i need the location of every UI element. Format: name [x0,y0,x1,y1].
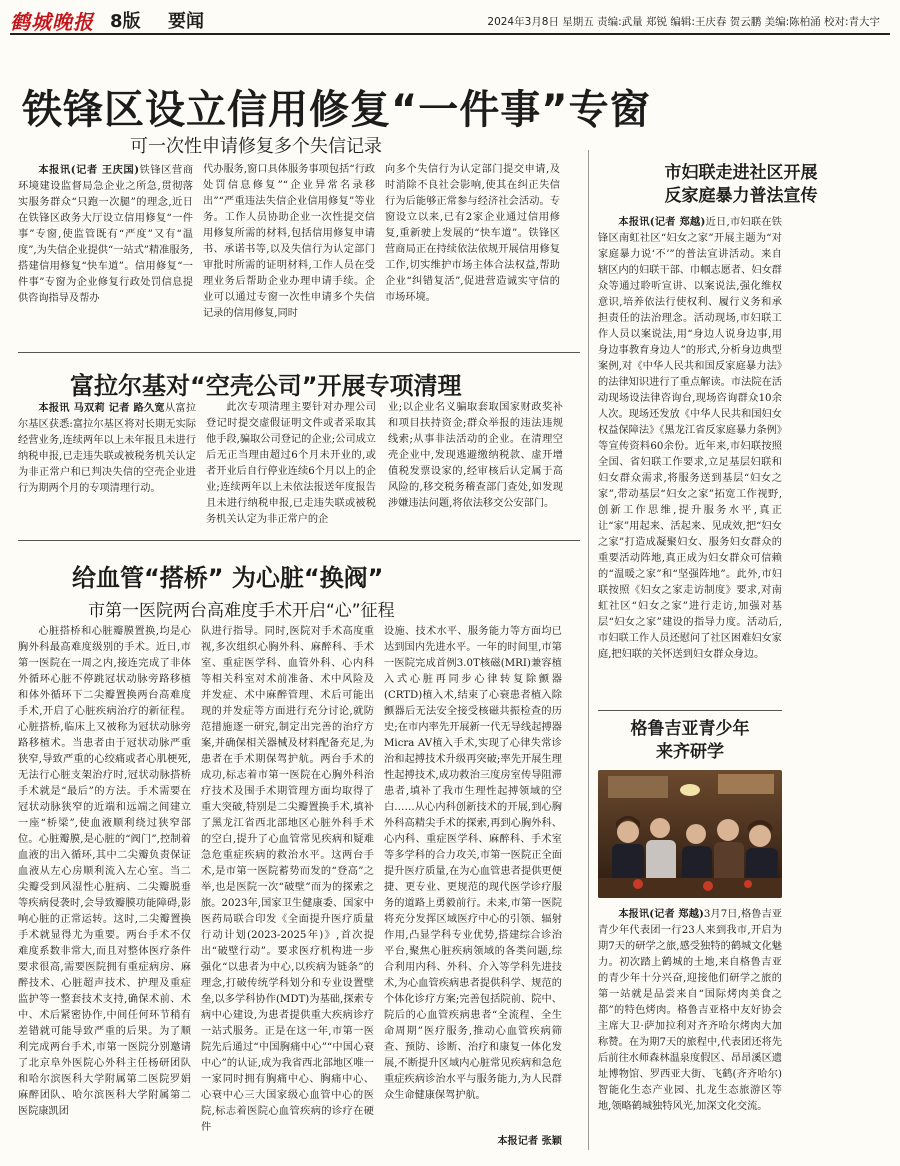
masthead [10,6,890,32]
article3-col1: 心脏搭桥和心脏瓣膜置换,均是心胸外科最高难度级别的手术。近日,市第一医院在一周之内,接连完成了非体外循环心脏不停跳冠状动脉旁路移植和体外循环下二尖瓣置换两台高难度手术,开启了心脏疾病治疗的新征程。心脏搭桥,临床上又被称为冠状动脉旁路移植术。当患者由于冠状动脉严重狭窄,导致严重的心绞痛或者心肌梗死,无法行心脏支架治疗时,冠状动脉搭桥手术就是“最后”的方法。手术需要在冠状动脉狭窄的近端和远端之间建立一座“桥梁”,使血液顺利绕过狭窄部位。心脏瓣膜,是心脏的“阀门”,控制着血液的出入循环,其中二尖瓣负责保证血液从左心房顺利流入左心室。当二尖瓣受到风湿性心脏病、二尖瓣脱垂等疾病侵袭时,会导致瓣膜功能障碍,影响心脏的正常运转。这时,二尖瓣置换手术就显得尤为重要。两台手术不仅难度系数非常大,而且对整体医疗条件要求很高,需要医院拥有重症病房、麻醉技术、心脏超声技术、护理及重症监护等一整套技术支持,确保术前、术中、术后紧密协作,中间任何环节稍有差错就可能导致严重的后果。为了顺利完成两台手术,市第一医院分别邀请了北京阜外医院心外科主任杨研团队和哈尔滨医科大学附属第二医院罗娟麻醉团队、哈尔滨医科大学附属第二医院康凯团 [18,626,191,1117]
article1-title: 铁锋区设立信用修复“一件事”专窗 [22,87,651,133]
article3-byline: 本报记者 张颖 [497,1135,562,1147]
issue-meta: 2024年3月8日 星期五 责编:武量 郑锐 编辑:王庆春 贺云鹏 美编:陈柏涌 校对:青大宇 [487,16,880,28]
side2-body: 本报讯(记者 郑越)3月7日,格鲁吉亚青少年代表团一行23人来到我市,开启为期7天的研学之旅,感受独特的鹤城文化魅力。初次踏上鹤城的土地,来自格鲁吉亚的青少年十分兴奋,迎接他们研学之旅的第一站就是品尝来自“国际烤肉美食之都”的特色烤肉。格鲁吉亚格中友好协会主席大卫·萨加拉利对齐齐哈尔烤肉大加称赞。在为期7天的旅程中,代表团还将先后前往水师森林温泉度假区、昂昂溪区遗址博物馆、罗西亚大街、飞鹤(齐齐哈尔)智能化生态产业园、扎龙生态旅游区等地,领略鹤城独特风光,加深文化交流。 [598,908,782,1112]
article3-col3: 设施、技术水平、服务能力等方面均已达到国内先进水平。一年的时间里,市第一医院完成首例3.0T核磁(MRI)兼容植入式心脏再同步心律转复除颤器(CRTD)植入术,结束了心衰患者植入除颤器后无法安全接受核磁共振检查的历史;在市内率先开展新一代无导线起搏器Micra AV植入手术,实现了心律失常诊治和起搏技术升级再突破;率先开展生理性起搏技术,成功救治三度房室传导阻滞患者,填补了我市生理性起搏领域的空白……从心内科创新技术的开展,到心胸外科高精尖手术的探索,再到心胸外科、心内科、重症医学科、麻醉科、手术室等多学科的合力攻关,市第一医院正全面提升医疗质量,在为心血管患者提供更便捷、更专业、更规范的现代医学诊疗服务的道路上勇毅前行。未来,市第一医院将充分发挥区域医疗中心的引领、辐射作用,凸显学科专业优势,搭建综合诊治平台,聚焦心脏疾病领域的各类问题,综合利用内科、外科、介入等学科先进技术,为心血管疾病患者提供科学、规范的个体化诊疗方案;完善包括院前、院中、院后的心血管疾病患者“全流程、全生命周期”医疗服务,推动心血管疾病筛查、预防、诊断、治疗和康复一体化发展,不断提升区域内心脏常见疾病和急危重症疾病诊治水平与服务能力,为人民群众生命健康保驾护航。 [384,626,562,1101]
article1-col2: 代办服务,窗口具体服务事项包括“行政处罚信息修复”“企业异常名录移出”“严重违法失信企业信用修复”等业务。工作人员协助企业一次性提交信用修复所需的材料,包括信用修复申请书、承诺书等,以及失信行为认定部门审批时所需的证明材料,工作人员在受理业务后帮助企业办理申请手续。企业可以通过专窗一次性申请多个失信记录的信用修复,同时 [203,164,375,319]
divider [18,540,580,541]
side1-body: 本报讯(记者 郑越)近日,市妇联在铁锋区南虹社区“妇女之家”开展主题为“对家庭暴力说‘不’”的普法宣讲活动。来自辖区内的妇联干部、巾帼志愿者、妇女群众等通过聆听宣讲、以案说法,强化维权意识,培养依法行使权利、履行义务和承担责任的法治理念。活动现场,市妇联工作人员以案说法,用“身边人说身边事,用身边事教育身边人”的形式,分析身边典型案例,对《中华人民共和国反家庭暴力法》的法律知识进行了重点解读。市法院在活动现场设法律咨询台,现场咨询群众10余人次。现场还发放《中华人民共和国妇女权益保障法》《黑龙江省反家庭暴力条例》等宣传资料60余份。近年来,市妇联按照全国、省妇联工作要求,立足基层妇联和妇女群众需求,将服务送到基层“妇女之家”,带动基层“妇女之家”拓宽工作视野,创新工作思维,提升服务水平,真正让“家”用起来、活起来、见成效,把“妇女之家”打造成凝聚妇女、服务妇女群众的重要活动阵地,真正成为妇女群众可信赖的“温暖之家”和“坚强阵地”。此外,市妇联按照《妇女之家走访制度》要求,对南虹社区“妇女之家”进行走访,加强对基层“妇女之家”建设的指导力度。活动后,市妇联工作人员还慰问了社区困难妇女家庭,把妇联的关怀送到妇女群众身边。 [598,216,782,660]
article3-title: 给血管“搭桥” 为心脏“换阀” [72,564,384,592]
group-photo [598,770,782,898]
side1-lead: 本报讯(记者 郑越) [618,216,706,228]
article2-col3: 业;以企业名义骗取套取国家财政奖补和项目扶持资金;群众举报的违法违规线索;从事非法活动的企业。在清理空壳企业中,发现逃避缴纳税款、虚开增值税发票设家的,经审核后认定属于高风险的,移交税务稽查部门查处,如发现涉嫌违法问题,将依法移交公安部门。 [388,402,563,509]
side2-title-line1: 格鲁吉亚青少年 [630,719,750,739]
divider [598,710,782,711]
page-number: 8版 [110,11,141,32]
article2-title: 富拉尔基对“空壳公司”开展专项清理 [70,372,462,400]
side1-title-line2: 反家庭暴力普法宣传 [664,186,818,206]
side1-title [596,162,886,208]
article1-lead: 本报讯(记者 王庆国) [38,164,140,176]
column-divider [588,150,589,1150]
article2-col2: 此次专项清理主要针对办理公司登记时提交虚假证明文件或者采取其他手段,骗取公司登记的企业;公司成立后无正当理由超过6个月未开业的,或者开业后自行停业连续6个月以上的企业;连续两年以上未依法报送年度报告且未进行纳税申报,已走违失联或被税务机关认定为非正常户的企 [206,402,376,525]
article3-col2: 队进行指导。同时,医院对手术高度重视,多次组织心胸外科、麻醉科、手术室、重症医学科、血管外科、心内科等相关科室对术前准备、术中风险及并发症、术中麻醉管理、术后可能出现的并发症等方面进行充分讨论,就防范措施逐一研究,制定出完善的治疗方案,并确保相关器械及材料配备充足,为患者在手术期保驾护航。两台手术的成功,标志着市第一医院在心胸外科治疗技术及围手术期管理方面均取得了重大突破,特别是二尖瓣置换手术,填补了黑龙江省西北部地区心脏外科手术的空白,提升了心血管常见疾病和疑难急危重症疾病的救治水平。这两台手术,是市第一医院蓄势而发的“登高”之举,也是医院一次“破壁”而为的探索之旅。2023年,国家卫生健康委、国家中医药局联合印发《全面提升医疗质量行动计划(2023-2025年)》,首次提出“破壁行动”。要求医疗机构进一步强化“以患者为中心,以疾病为链条”的理念,打破传统学科划分和专业设置壁垒,以多学科协作(MDT)为基础,探索专病中心建设,为患者提供重大疾病诊疗一站式服务。正是在这一年,市第一医院先后通过“中国胸痛中心”“中国心衰中心”的认证,成为我省西北部地区唯一一家同时拥有胸痛中心、胸痛中心、心衰中心三大国家级心血管中心的医院,标志着医院心血管疾病的诊疗在硬件 [201,626,374,1133]
newspaper-name: 鹤城晚报 [10,10,94,34]
section-name: 要闻 [168,11,204,32]
article1-col1: 本报讯(记者 王庆国)铁锋区营商环境建设监督局急企业之所急,贯彻落实服务群众“只跑一次腿”的理念,近日在铁锋区政务大厅设立信用修复“一件事”专窗,使监管既有“严度”又有“温度”,为失信企业提供“一站式”精准服务,搭建信用修复“快车道”。信用修复“一件事”专窗为企业修复行政处罚信息提供咨询指导及帮办 [18,164,193,304]
side2-title [598,718,782,764]
restaurant-photo-illustration [598,770,782,898]
side2-title-line2: 来齐研学 [656,742,724,762]
article1-col3: 向多个失信行为认定部门提交申请,及时消除不良社会影响,使其在纠正失信行为后能够正常参与经济社会活动。专窗设立以来,已有2家企业通过信用修复,重新驶上发展的“快车道”。铁锋区营商局正在持续依法依规开展信用修复工作,切实维护市场主体合法权益,帮助企业“纠错复活”,促进营造诚实守信的市场环境。 [385,164,560,303]
divider [18,352,580,353]
article2-lead: 本报讯 马双莉 记者 路久宽 [38,402,165,414]
masthead-rule [10,33,890,35]
side1-title-line1: 市妇联走进社区开展 [664,163,818,183]
article2-col1: 本报讯 马双莉 记者 路久宽从富拉尔基区获悉:富拉尔基区将对长期无实际经营业务,连续两年以上未年报且未进行纳税申报,已走违失联或被税务机关认定为非正常户和已判决失信的空壳企业进行为期两个月的专项清理行动。 [18,402,196,494]
side2-lead: 本报讯(记者 郑越) [618,908,704,920]
article1-subtitle: 可一次性申请修复多个失信记录 [130,136,382,157]
article3-subtitle: 市第一医院两台高难度手术开启“心”征程 [88,601,395,621]
